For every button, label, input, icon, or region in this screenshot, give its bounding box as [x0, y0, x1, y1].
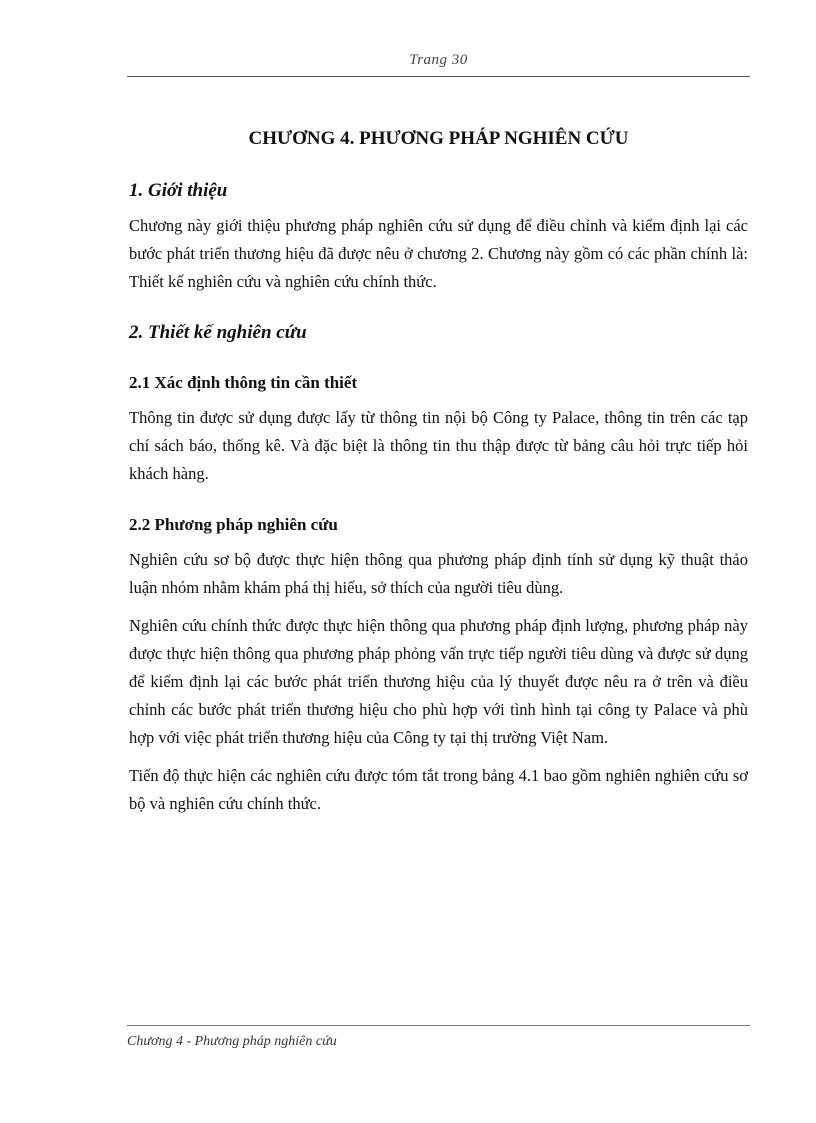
section-heading-intro: 1. Giới thiệu: [129, 180, 228, 201]
subsection-heading-method: 2.2 Phương pháp nghiên cứu: [129, 515, 338, 534]
method-paragraph-schedule: Tiến độ thực hiện các nghiên cứu được tóm tắt trong bảng 4.1 bao gồm nghiên nghiên cứu sơ bộ và nghiên cứu chính thức.: [129, 766, 748, 813]
page-footer: [127, 1025, 750, 1050]
intro-paragraph: Chương này giới thiệu phương pháp nghiên cứu sử dụng để điều chỉnh và kiểm định lại các bước phát triển thương hiệu đã được nêu ở chương 2. Chương này gồm có các phần chính là: Thiết kế nghiên cứu và nghiên cứu chính thức.: [129, 216, 748, 291]
subsection-heading-information: 2.1 Xác định thông tin cần thiết: [129, 373, 358, 392]
document-body: [129, 126, 748, 828]
method-paragraph-formal: Nghiên cứu chính thức được thực hiện thông qua phương pháp định lượng, phương pháp này được thực hiện thông qua phương pháp phỏng vấn trực tiếp người tiêu dùng và được sử dụng để kiểm định lại các bước phát triển thương hiệu của lý thuyết được nêu ra ở trên và điều chỉnh các bước phát triển thương hiệu cho phù hợp với tình hình tại công ty Palace và phù hợp với việc phát triển thương hiệu của Công ty tại thị trường Việt Nam.: [129, 616, 748, 747]
page-header: [127, 52, 750, 77]
section-heading-design: 2. Thiết kế nghiên cứu: [129, 322, 307, 343]
footer-chapter-label: Chương 4 - Phương pháp nghiên cứu: [127, 1034, 337, 1049]
chapter-title: CHƯƠNG 4. PHƯƠNG PHÁP NGHIÊN CỨU: [248, 128, 629, 149]
page-number-label: Trang 30: [409, 52, 468, 68]
information-paragraph: Thông tin được sử dụng được lấy từ thông tin nội bộ Công ty Palace, thông tin trên các tạp chí sách báo, thống kê. Và đặc biệt là thông tin thu thập được từ bảng câu hỏi trực tiếp hỏi khách hàng.: [129, 408, 748, 483]
method-paragraph-preliminary: Nghiên cứu sơ bộ được thực hiện thông qua phương pháp định tính sử dụng kỹ thuật thảo luận nhóm nhằm khám phá thị hiếu, sở thích của người tiêu dùng.: [129, 550, 748, 597]
